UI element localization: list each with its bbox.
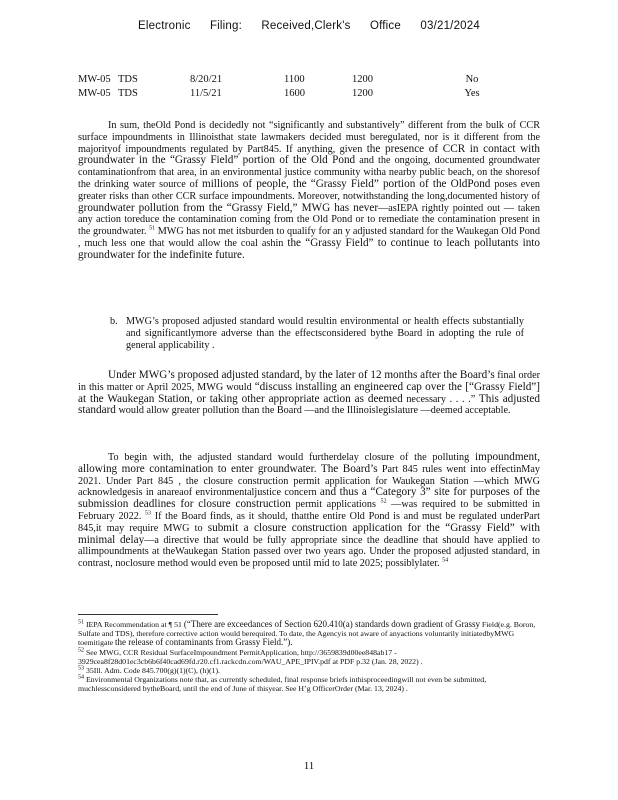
text-span: MWG has not met itsburden to qualify for an y adjusted standard for the Waukegan Old Pond , much less one that would allow the coal ashin <box>78 226 540 249</box>
text-span: —a directive that would be fully appropriate since the deadline that should have applied to allimpoundments at theWaukegan Station passed over two years ago. Under the proposed adjusted standard, in contrast, noclosure method would even be proposed until mid to late 2025; possiblylater. <box>78 534 541 570</box>
well-cell: MW-05 <box>78 87 111 99</box>
text-span: groundwater pollution from the “Grassy Field,” MWG has never <box>78 201 379 214</box>
paragraph-text <box>78 120 540 262</box>
header-office: Office <box>369 20 401 32</box>
text-span: In sum, theOld Pond is decidedly not “significantly and substantively” different from the bulk of CCR surface impoundments in Illinoisthat state lawmakers decided must beregulated, nor is it different from the majorityof impoundments regulated by Part845. If anything, given <box>78 120 540 155</box>
text-span: would allow greater pollution than the Board —and the Illinoislegislature —deemed acceptable. <box>115 405 511 417</box>
list-item-text: MWG’s proposed adjusted standard would resultin environmental or health effects substantially and significantlymore adverse than the effectsconsidered bythe Board in adopting the rule of general applicability . <box>126 316 524 351</box>
list-item-b <box>110 316 524 351</box>
footnote-54 <box>78 675 540 693</box>
date-cell: 11/5/21 <box>190 87 222 99</box>
footnote-divider <box>78 614 218 615</box>
text-span: To begin with, the adjusted standard would furtherdelay closure of the polluting <box>108 452 476 463</box>
exceed-cell: Yes <box>464 87 480 99</box>
footnote-number: 52 <box>78 647 84 654</box>
standard-cell: 1200 <box>352 73 373 85</box>
footnote-53 <box>78 666 540 675</box>
text-span: necessary . . . .” <box>402 393 479 405</box>
table-row <box>78 86 502 100</box>
footnotes <box>78 620 540 694</box>
header-date: 03/21/2024 <box>420 20 480 32</box>
text-span: Environmental Organizations note that, as currently scheduled, final response briefs inthisproceedingwill not even be submitted, muchlessconsidered bytheBoard, until the end of June of thisyear. See H’g OfficerOrder (Mar. 13, 2024) . <box>78 675 487 694</box>
text-span: the release of contaminants from Grassy Field.”). <box>115 637 293 648</box>
text-span: Part 845 rules went into effectinMay 2021. Under Part 845 , the closure construction permit application for Waukegan Station —which MWG acknowledgesis in anareaof environmentaljustice concern <box>78 463 540 499</box>
date-cell: 8/20/21 <box>190 73 223 85</box>
text-span: the “Grassy Field” to continue to leach pollutants into groundwater for the indefinite future. <box>78 236 540 261</box>
text-span: —asIEPA rightly pointed out — taken any action toreduce the contamination coming from the Old Pond or to remediate the contamination present in the groundwater. <box>78 202 540 238</box>
filing-header <box>0 20 618 32</box>
page-number: 11 <box>303 760 315 772</box>
text-span: and thus a “Category 3” site for purposes of the submission deadlines for closure construction <box>78 486 540 511</box>
header-received: Received,Clerk's <box>261 20 351 32</box>
param-cell: TDS <box>118 87 138 99</box>
text-span: and the ongoing, documented groundwater contaminationfrom that area, in an environmental justice community witha nearby public beach, on the shoresof the drinking water source of <box>78 155 540 190</box>
header-electronic: Electronic <box>138 20 191 32</box>
footnote-52 <box>78 648 540 666</box>
paragraph-text <box>78 370 540 417</box>
paragraph-to-begin <box>78 452 540 570</box>
text-span: If the Board finds, as it should, thatthe entire Old Pond is and must be regulated underPart 845,it may require MWG to <box>78 510 540 534</box>
footnote-number: 54 <box>78 674 84 681</box>
text-span: submit a closure construction application for the “Grassy Field” with minimal delay <box>78 521 540 546</box>
text-span: the presence of CCR in contact with groundwater in the “Grassy Field” portion of the Old Pond <box>78 142 540 167</box>
footnote-number: 53 <box>78 665 84 672</box>
paragraph-text <box>78 452 540 570</box>
text-span: “discuss installing an engineered cap over the [“Grassy Field”] at the Waukegan Station, or taking other appropriate action as deemed <box>78 380 540 405</box>
footnote-number: 51 <box>78 619 84 626</box>
standard-cell: 1200 <box>352 87 373 99</box>
text-span: (“There are exceedances of Section 620.410(a) standards down gradient of Grassy <box>183 619 480 629</box>
text-span: 35Ill. Adm. Code 845.700(g)(1)(C), (h)(1). <box>84 666 220 676</box>
text-span: poses even greater risks than other CCR surface impoundments. Moreover, notwithstanding the long,documented history of <box>78 178 541 202</box>
footnote-51 <box>78 620 540 648</box>
value-cell: 1600 <box>284 87 305 99</box>
text-span: Under MWG’s proposed adjusted standard, by the later of 12 months after the Board’s <box>108 369 495 381</box>
text-span: Field(e.g. Boron, Sulfate and TDS), therefore corrective action would berequired. To date, the Agencyis not aware of anyactions voluntarily initiatedbyMWG toemitigate <box>78 620 536 648</box>
footnote-ref[interactable]: 54 <box>442 557 449 564</box>
text-span: This adjusted standard <box>78 392 540 417</box>
monitoring-well-table <box>78 72 502 100</box>
text-span: millions of people, the “Grassy Field” portion of the OldPond <box>202 177 491 190</box>
exceed-cell: No <box>465 73 479 85</box>
list-item-label: b. <box>110 316 118 327</box>
footnote-ref[interactable]: 52 <box>380 498 387 505</box>
paragraph-proposed-standard <box>78 370 540 417</box>
well-cell: MW-05 <box>78 73 111 85</box>
text-span: permit applications <box>290 499 381 511</box>
text-span: See MWG, CCR Residual SurfaceImpoundment PermitApplication, http://3659839d00ee848ab17 - 3929cea8f28d01ec3cb6b6f40cad69fd.r20.cf1.rackcdn.com/WAU_APE_IPIV.pdf at PDF p.32 (Jan. 28, 2022) . <box>78 647 423 666</box>
footnote-ref[interactable]: 51 <box>149 225 156 232</box>
text-span: final order in this matter or April 2025, MWG would <box>78 370 540 393</box>
paragraph-in-sum <box>78 120 540 262</box>
param-cell: TDS <box>118 73 138 85</box>
text-span: impoundment, allowing more contamination to enter groundwater. The Board’s <box>78 451 540 475</box>
text-span: —was required to be submitted in February 2022. <box>78 499 540 522</box>
header-filing: Filing: <box>209 20 243 32</box>
footnote-ref[interactable]: 53 <box>145 510 152 517</box>
value-cell: 1100 <box>284 73 305 85</box>
text-span: IEPA Recommendation at ¶ 51 <box>84 620 184 629</box>
table-row <box>78 72 502 86</box>
